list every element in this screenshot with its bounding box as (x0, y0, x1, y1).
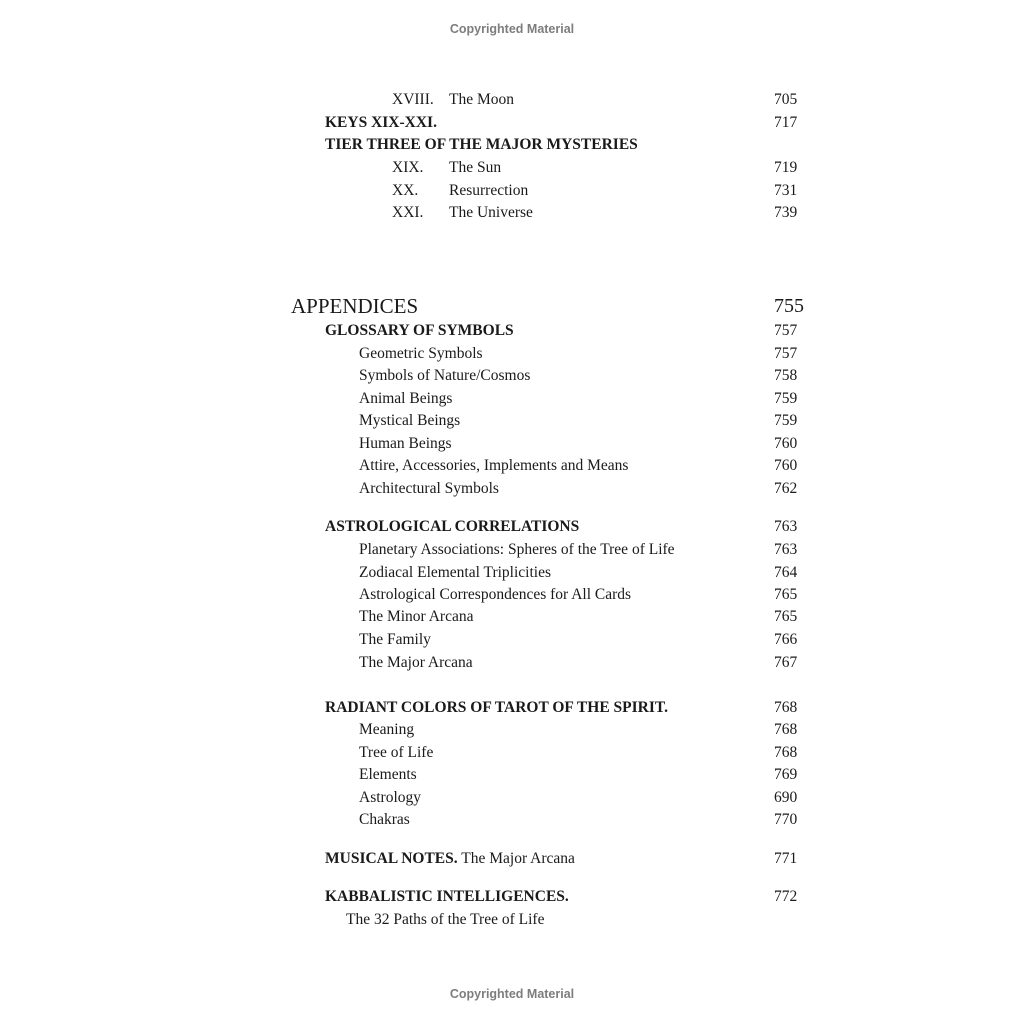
page-number: 731 (774, 182, 798, 199)
toc-entry[interactable]: Human Beings (359, 435, 452, 452)
page-number: 760 (774, 457, 798, 474)
toc-entry[interactable]: Symbols of Nature/Cosmos (359, 367, 531, 384)
toc-entry[interactable]: Architectural Symbols (359, 480, 499, 497)
page-number: 765 (774, 608, 798, 625)
page-number: 766 (774, 631, 798, 648)
page-number: 768 (774, 744, 798, 761)
toc-entry[interactable]: Astrology (359, 789, 421, 806)
page-number: 763 (774, 518, 798, 535)
toc-entry[interactable]: Planetary Associations: Spheres of the Tree of Life (359, 541, 675, 558)
page-number: 768 (774, 721, 798, 738)
toc-entry[interactable]: Meaning (359, 721, 415, 738)
key-numeral: XIX. (392, 159, 424, 176)
appendices-heading[interactable]: APPENDICES (291, 294, 419, 318)
toc-entry[interactable]: The Major Arcana (359, 654, 473, 671)
page-number: 757 (774, 345, 798, 362)
page-number: 705 (774, 91, 798, 108)
key-numeral: XXI. (392, 204, 424, 221)
page-number: 759 (774, 412, 798, 429)
tier-three-heading: TIER THREE OF THE MAJOR MYSTERIES (325, 136, 638, 153)
kabbalistic-intelligences-heading[interactable]: KABBALISTIC INTELLIGENCES. (325, 888, 569, 905)
page-number: 719 (774, 159, 798, 176)
page-number: 755 (774, 295, 804, 317)
keys-xix-xxi-heading[interactable]: KEYS XIX-XXI. (325, 114, 437, 131)
key-numeral: XVIII. (392, 91, 434, 108)
entry-title: The Sun (449, 159, 502, 176)
page-number: 770 (774, 811, 798, 828)
musical-notes-subtitle: The Major Arcana (461, 850, 575, 867)
toc-entry-the-universe[interactable] (392, 203, 533, 223)
page-number: 717 (774, 114, 798, 131)
toc-entry-resurrection[interactable] (392, 181, 528, 201)
astrological-correlations-heading[interactable]: ASTROLOGICAL CORRELATIONS (325, 518, 580, 535)
toc-entry[interactable]: Elements (359, 766, 417, 783)
page-number: 739 (774, 204, 798, 221)
toc-entry[interactable]: Tree of Life (359, 744, 434, 761)
toc-entry[interactable]: Mystical Beings (359, 412, 461, 429)
page-number: 765 (774, 586, 798, 603)
kabbalistic-subtitle: The 32 Paths of the Tree of Life (346, 911, 545, 928)
toc-entry-the-sun[interactable] (392, 158, 501, 178)
toc-entry[interactable]: Geometric Symbols (359, 345, 483, 362)
entry-title: Resurrection (449, 182, 529, 199)
page-number: 768 (774, 699, 798, 716)
page-number: 771 (774, 850, 798, 867)
page-number: 769 (774, 766, 798, 783)
musical-notes-heading: MUSICAL NOTES. (325, 850, 458, 867)
musical-notes-entry[interactable] (325, 849, 575, 869)
page-number: 763 (774, 541, 798, 558)
page-number: 762 (774, 480, 798, 497)
copyright-watermark-bottom: Copyrighted Material (449, 987, 575, 1001)
key-numeral: XX. (392, 182, 419, 199)
toc-entry[interactable]: Astrological Correspondences for All Cards (359, 586, 632, 603)
page-number: 767 (774, 654, 798, 671)
page-number: 690 (774, 789, 798, 806)
toc-entry[interactable]: The Family (359, 631, 431, 648)
page-number: 759 (774, 390, 798, 407)
toc-entry[interactable]: Animal Beings (359, 390, 453, 407)
page-number: 760 (774, 435, 798, 452)
page-number: 757 (774, 322, 798, 339)
toc-entry[interactable]: Chakras (359, 811, 410, 828)
page-number: 758 (774, 367, 798, 384)
toc-entry[interactable]: Zodiacal Elemental Triplicities (359, 564, 551, 581)
page-number: 764 (774, 564, 798, 581)
toc-entry[interactable]: The Minor Arcana (359, 608, 474, 625)
copyright-watermark-top: Copyrighted Material (449, 22, 575, 36)
page-number: 772 (774, 888, 798, 905)
toc-entry-the-moon[interactable] (392, 90, 514, 110)
toc-entry[interactable]: Attire, Accessories, Implements and Means (359, 457, 629, 474)
entry-title: The Moon (449, 91, 515, 108)
radiant-colors-heading[interactable]: RADIANT COLORS OF TAROT OF THE SPIRIT. (325, 699, 668, 716)
entry-title: The Universe (449, 204, 533, 221)
glossary-of-symbols-heading[interactable]: GLOSSARY OF SYMBOLS (325, 322, 514, 339)
